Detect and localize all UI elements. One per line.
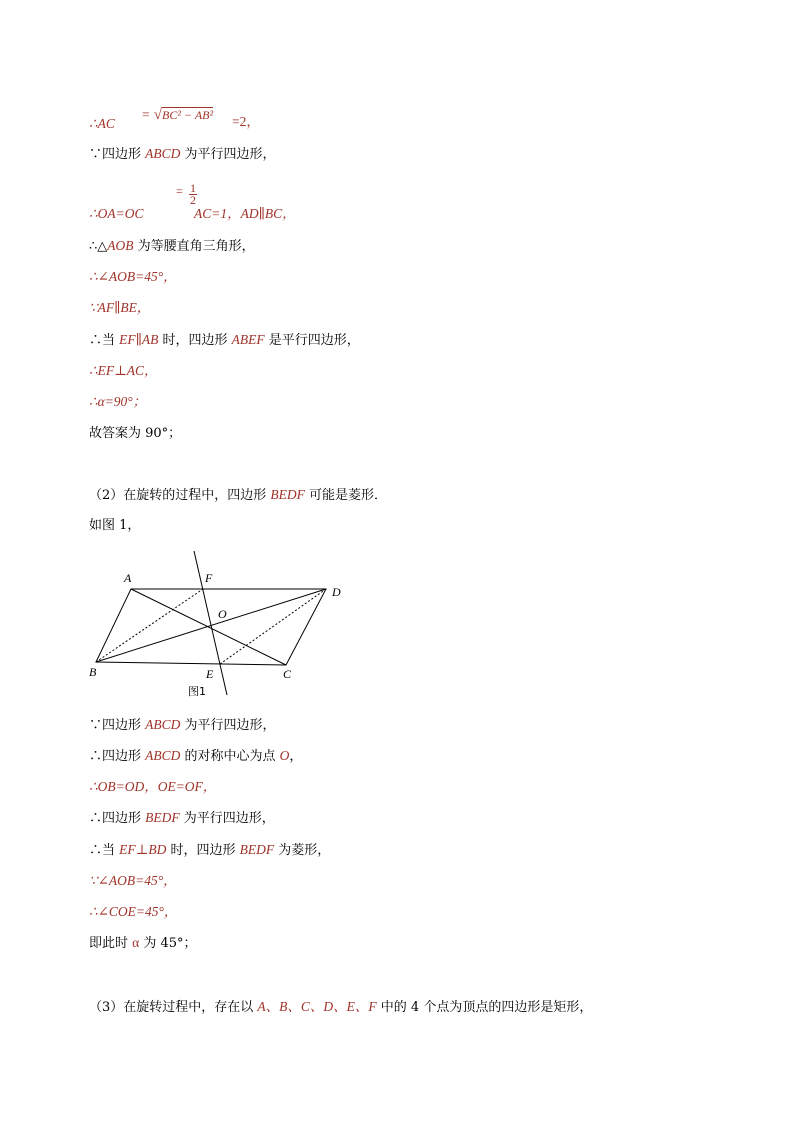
fraction-denominator: 2 xyxy=(190,193,196,207)
equals: = xyxy=(142,107,150,122)
text: 为 45°； xyxy=(139,936,197,951)
label-a: A xyxy=(124,571,132,585)
math: ∴OA=OC xyxy=(89,206,144,221)
line-part3 xyxy=(89,998,592,1017)
line-angle-coe-45 xyxy=(89,903,177,922)
dashed-ed xyxy=(220,589,326,664)
result: =2， xyxy=(232,114,260,129)
text: 为平行四边形， xyxy=(180,147,276,162)
math: EF∥AB xyxy=(119,332,159,347)
math: BEDF xyxy=(239,842,275,857)
label-d: D xyxy=(332,585,341,599)
dashed-bf xyxy=(96,589,203,662)
math: AC=1，AD∥BC， xyxy=(194,206,296,221)
sqrt-icon: √ xyxy=(153,107,162,123)
text: 为等腰直角三角形， xyxy=(133,239,255,254)
text: ∴当 xyxy=(89,333,120,348)
text: 是平行四边形， xyxy=(264,333,360,348)
text: 即此时 xyxy=(89,936,133,951)
math: ∴∠AOB=45°， xyxy=(89,269,177,284)
text: ∴四边形 xyxy=(89,749,146,764)
text: 如图 1， xyxy=(89,518,141,533)
math: ABCD xyxy=(145,717,181,732)
math: ∴α=90°； xyxy=(89,394,147,409)
line-ob-od xyxy=(89,778,216,797)
text: ∵四边形 xyxy=(89,147,146,162)
text: ∴△ xyxy=(89,239,108,254)
math: O xyxy=(279,748,290,763)
label-f: F xyxy=(205,571,213,585)
math: ∴∠COE=45°， xyxy=(89,904,178,919)
text: 为平行四边形， xyxy=(179,811,275,826)
line-symmetry-center xyxy=(89,747,302,766)
figure-caption: 图1 xyxy=(188,685,206,698)
text: ∵四边形 xyxy=(89,718,146,733)
line-abcd-parallelogram xyxy=(89,716,276,735)
text: 的对称中心为点 xyxy=(180,749,280,764)
math: ∵∠AOB=45°， xyxy=(89,873,177,888)
equals: = xyxy=(176,184,183,198)
text: ∴四边形 xyxy=(89,811,146,826)
line-alpha-45 xyxy=(89,934,197,953)
text: 时，四边形 xyxy=(158,333,232,348)
text: 时，四边形 xyxy=(166,843,240,858)
math: ∵AF∥BE， xyxy=(89,300,151,315)
text: 可能是菱形． xyxy=(304,488,388,503)
line-rhombus xyxy=(89,841,330,860)
math: α xyxy=(132,935,140,950)
text: 中的 4 个点为顶点的四边形是矩形， xyxy=(376,1000,593,1015)
fraction-numerator: 1 xyxy=(190,181,196,195)
math: EF⊥BD xyxy=(119,842,167,857)
text: （3）在旋转过程中，存在以 xyxy=(89,1000,258,1015)
line-bedf-parallelogram xyxy=(89,809,275,828)
label-e: E xyxy=(206,667,214,681)
math: BEDF xyxy=(270,487,305,502)
text: 故答案为 90°； xyxy=(89,426,182,441)
math: ∴EF⊥AC， xyxy=(89,363,158,378)
math: ∴AC xyxy=(89,116,115,131)
label-c: C xyxy=(283,667,292,681)
text: 为平行四边形， xyxy=(180,718,276,733)
text: ∴当 xyxy=(89,843,120,858)
math: A、B、C、D、E、F xyxy=(257,999,377,1014)
line-angle-aob-45 xyxy=(89,872,177,891)
label-o: O xyxy=(218,607,227,621)
math: ABCD xyxy=(145,748,181,763)
math: ∴OB=OD，OE=OF， xyxy=(89,779,217,794)
label-b: B xyxy=(89,665,97,679)
math: BEDF xyxy=(145,810,180,825)
diagonal-ac xyxy=(131,589,286,665)
text: 为菱形， xyxy=(274,843,331,858)
math: ABCD xyxy=(145,146,181,161)
sqrt-radicand: BC² − AB² xyxy=(162,108,214,122)
text: （2）在旋转的过程中，四边形 xyxy=(89,488,271,503)
math: AOB xyxy=(107,238,134,253)
text: ， xyxy=(289,749,303,764)
math: ABEF xyxy=(231,332,265,347)
